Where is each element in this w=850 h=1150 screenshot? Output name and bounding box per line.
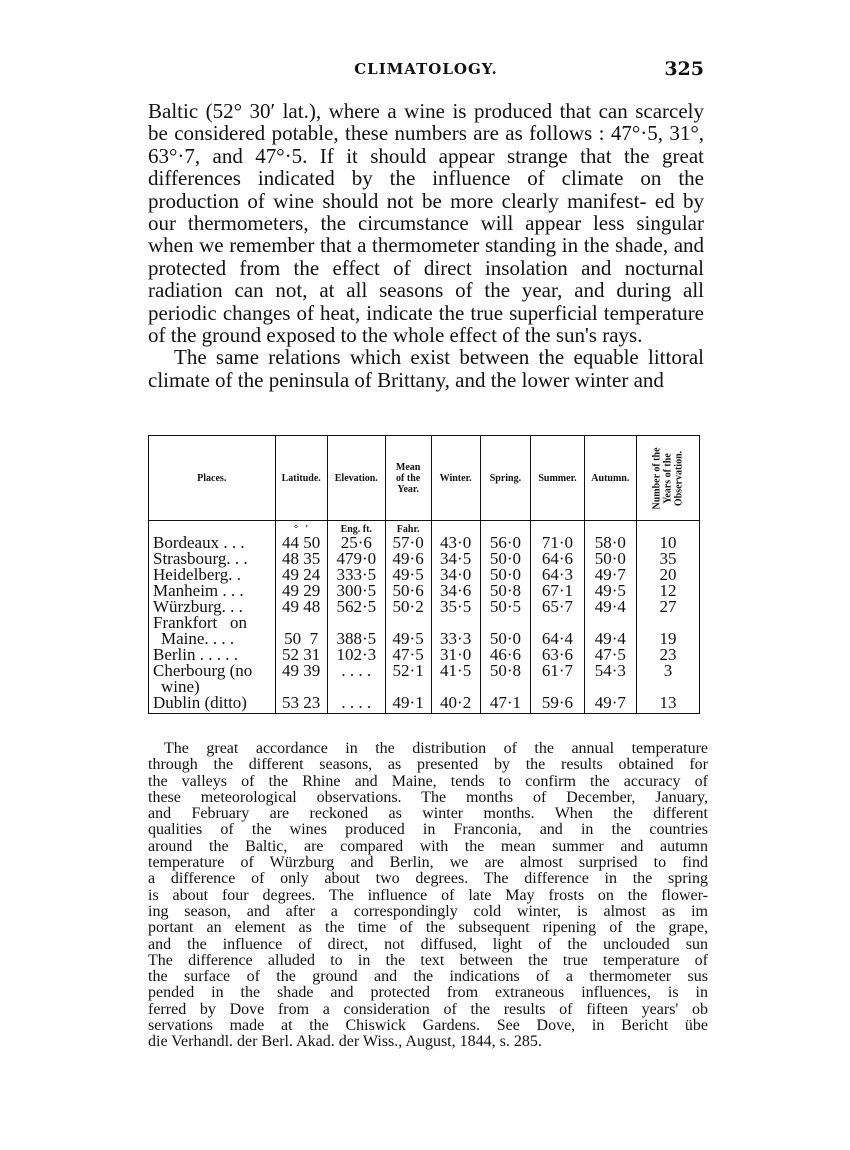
text-line: Baltic (52° 30′ lat.), where a wine is produced that can — [148, 99, 628, 123]
table-cell: 388·5 — [327, 631, 385, 647]
table-cell: Maine. . . . — [149, 631, 276, 647]
table-cell: Heidelberg. . — [149, 567, 276, 583]
page-number: 325 — [664, 58, 704, 80]
text-line: a difference of only about two degrees. The difference in the spring — [148, 870, 708, 888]
table-cell: 34·5 — [431, 551, 480, 567]
text-line: The difference alluded to in the text between the true temperature of — [148, 951, 708, 969]
table-cell: 20 — [636, 567, 699, 583]
table-cell: 57·0 — [385, 535, 431, 551]
paragraph-new — [148, 346, 704, 391]
table-cell: 102·3 — [327, 647, 385, 663]
table-cell: 61·7 — [531, 663, 585, 679]
table-cell: 64·3 — [531, 567, 585, 583]
table-cell: 49 29 — [275, 583, 327, 599]
table-cell: 52 31 — [275, 647, 327, 663]
table-cell: 50 7 — [275, 631, 327, 647]
text-line: climate of the peninsula of Brittany, and the lower winter and — [148, 367, 664, 392]
table-cell: Fahr. — [385, 521, 431, 536]
col-header-years — [636, 436, 699, 521]
text-line: qualities of the wines produced in Franconia, and in the countries — [148, 821, 708, 839]
col-header-spring: Spring. — [480, 436, 530, 521]
col-header-autumn: Autumn. — [584, 436, 636, 521]
table-cell: Dublin (ditto) — [149, 695, 276, 714]
footnote — [148, 741, 708, 1051]
table-cell: 58·0 — [584, 535, 636, 551]
col-header-winter: Winter. — [431, 436, 480, 521]
table-cell: Würzburg. . . — [149, 599, 276, 615]
table-cell: 63·6 — [531, 647, 585, 663]
table-cell: 40·2 — [431, 695, 480, 714]
table-cell: 46·6 — [480, 647, 530, 663]
table-cell: 300·5 — [327, 583, 385, 599]
text-line: scarcely be considered potable, these numbers are as follows : — [148, 99, 705, 146]
table-cell: 52·1 — [385, 663, 431, 679]
table-cell: 13 — [636, 695, 699, 714]
table-cell: 65·7 — [531, 599, 585, 615]
table-cell: 59·6 — [531, 695, 585, 714]
table-cell: 49·5 — [385, 567, 431, 583]
table-cell: 23 — [636, 647, 699, 663]
table-cell: 49·7 — [584, 695, 636, 714]
table-body — [149, 521, 700, 714]
table-cell: 50·6 — [385, 583, 431, 599]
table-cell: 50·2 — [385, 599, 431, 615]
text-line: on the production of wine should not be more clearly manifest- — [148, 166, 705, 213]
text-line: the shade, and protected from the effect of direct insolation — [148, 233, 705, 280]
table-cell: Manheim . . . — [149, 583, 276, 599]
table-cell: 49 39 — [275, 663, 327, 679]
table-cell: 49·4 — [584, 631, 636, 647]
table-cell: 48 35 — [275, 551, 327, 567]
table-cell: Frankfort on — [149, 615, 276, 631]
table-cell: 53 23 — [275, 695, 327, 714]
table-cell: Berlin . . . . . — [149, 647, 276, 663]
table-cell: 35 — [636, 551, 699, 567]
table-cell: Eng. ft. — [327, 521, 385, 536]
text-line: temperature of the ground exposed to the whole effect of the — [148, 300, 705, 348]
table-cell: 47·5 — [385, 647, 431, 663]
text-line: through the different seasons, as presented by the results obtained for — [148, 756, 708, 774]
paragraph-continued — [148, 100, 704, 346]
table-header-row — [149, 436, 700, 521]
text-line: The great accordance in the distribution of the annual temperature — [164, 740, 708, 757]
table-cell: 50·8 — [480, 583, 530, 599]
years-header-label: Number of the Years of the Observation. — [651, 446, 685, 510]
text-line: and February are reckoned as winter months. When the different — [148, 805, 708, 823]
table-cell: 34·0 — [431, 567, 480, 583]
table-cell: 50·5 — [480, 599, 530, 615]
table-cell: 50·8 — [480, 663, 530, 679]
table-cell: 27 — [636, 599, 699, 615]
table-cell: 333·5 — [327, 567, 385, 583]
text-line: is about four degrees. The influence of late May frosts on the flower- — [148, 886, 708, 904]
text-line: ed by our thermometers, the circumstance will appear less — [148, 188, 704, 236]
table-cell: 479·0 — [327, 551, 385, 567]
table-row — [149, 695, 700, 714]
table-cell: 50·0 — [480, 631, 530, 647]
table-cell: 49·6 — [385, 551, 431, 567]
table-cell: 34·6 — [431, 583, 480, 599]
table-cell: 49·4 — [584, 599, 636, 615]
table-cell: 562·5 — [327, 599, 385, 615]
table-cell: 10 — [636, 535, 699, 551]
text-line: the valleys of the Rhine and Maine, tends to confirm the accuracy of — [148, 772, 708, 790]
table-row — [149, 663, 700, 679]
table-cell: 3 — [636, 663, 699, 679]
table-cell: 50·0 — [480, 551, 530, 567]
text-line: die Verhandl. der Berl. Akad. der Wiss., August, 1844, s. 285. — [148, 1033, 542, 1051]
footnote-paragraph — [148, 741, 708, 1051]
table-cell: 54·3 — [584, 663, 636, 679]
text-line: ferred by Dove from a consideration of the results of fifteen years' ob — [148, 1000, 708, 1018]
table-cell: 35·5 — [431, 599, 480, 615]
text-line: and the influence of direct, not diffused, light of the unclouded sun — [148, 935, 708, 953]
table-cell: 49 48 — [275, 599, 327, 615]
text-line: portant an element as the time of the subsequent ripening of the grape, — [148, 919, 708, 937]
text-line: sun's rays. — [555, 323, 643, 348]
table-cell: 31·0 — [431, 647, 480, 663]
text-line: The same relations which exist between the equable littoral — [174, 345, 704, 370]
text-line: that the great differences indicated by the influence of climate — [148, 143, 704, 191]
table-cell: 19 — [636, 631, 699, 647]
table-cell: 56·0 — [480, 535, 530, 551]
table-cell: wine) — [149, 679, 276, 695]
col-header-latitude: Latitude. — [275, 436, 327, 521]
table-cell: 41·5 — [431, 663, 480, 679]
table-cell: 43·0 — [431, 535, 480, 551]
table-cell: 49·7 — [584, 567, 636, 583]
text-line: during all periodic changes of heat, indicate the true superficial — [148, 278, 705, 325]
table-cell: 49·5 — [385, 631, 431, 647]
table-cell: ° ′ — [275, 521, 327, 536]
table-cell: 47·1 — [480, 695, 530, 714]
text-line: around the Baltic, are compared with the mean summer and autumn — [148, 837, 708, 855]
table-cell: 50·0 — [584, 551, 636, 567]
table-cell: . . . . — [327, 663, 385, 679]
table-cell: 64·4 — [531, 631, 585, 647]
text-line: 47°·5, 31°, 63°·7, and 47°·5. If it should appear strange — [148, 121, 705, 168]
table-cell: 49·5 — [584, 583, 636, 599]
climate-table — [148, 435, 700, 714]
text-line: servations made at the Chiswick Gardens. See Dove, in Bericht übe — [148, 1017, 708, 1035]
table-cell: 49 24 — [275, 567, 327, 583]
text-line: ing season, and after a correspondingly cold winter, is almost as im — [148, 902, 708, 920]
table-cell: Bordeaux . . . — [149, 535, 276, 551]
table-cell: 50·0 — [480, 567, 530, 583]
table-cell: 49·1 — [385, 695, 431, 714]
col-header-mean: Mean of the Year. — [385, 436, 431, 521]
table-cell: Strasbourg. . . — [149, 551, 276, 567]
text-line: temperature of Würzburg and Berlin, we are almost surprised to find — [148, 854, 708, 872]
text-line: singular when we remember that a thermometer standing in — [148, 211, 704, 258]
table-cell: . . . . — [327, 695, 385, 714]
table-cell: Cherbourg (no — [149, 663, 276, 679]
col-header-elevation: Elevation. — [327, 436, 385, 521]
running-title: CLIMATOLOGY. — [354, 60, 498, 78]
main-text — [148, 100, 704, 391]
text-line: the surface of the ground and the indications of a thermometer sus — [148, 968, 708, 986]
col-header-summer: Summer. — [531, 436, 585, 521]
table-cell: 71·0 — [531, 535, 585, 551]
running-header — [148, 60, 704, 86]
table-cell: 67·1 — [531, 583, 585, 599]
table-cell: 12 — [636, 583, 699, 599]
col-header-places: Places. — [149, 436, 276, 521]
table-cell: 25·6 — [327, 535, 385, 551]
text-line: these meteorological observations. The months of December, January, — [148, 788, 708, 806]
text-line: and nocturnal radiation can not, at all seasons of the year, and — [148, 255, 704, 303]
table-cell: 44 50 — [275, 535, 327, 551]
table-cell: 47·5 — [584, 647, 636, 663]
text-line: pended in the shade and protected from extraneous influences, is in — [148, 984, 708, 1002]
table-cell: 64·6 — [531, 551, 585, 567]
table-cell: 33·3 — [431, 631, 480, 647]
